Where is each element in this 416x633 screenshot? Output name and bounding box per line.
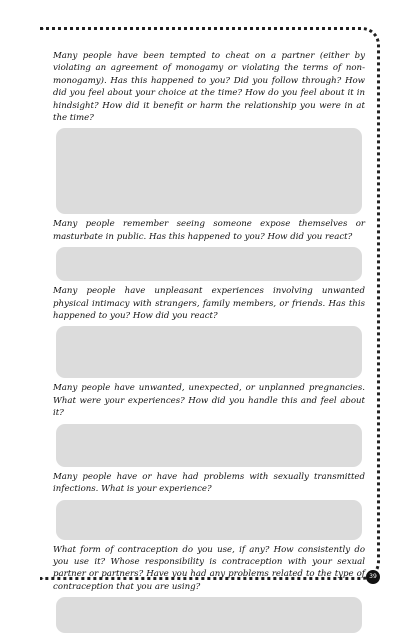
answer-box-cheating[interactable] <box>56 128 362 214</box>
answer-box-exposure[interactable] <box>56 247 362 281</box>
answer-box-sti[interactable] <box>56 500 362 540</box>
worksheet <box>53 50 365 633</box>
question-sti: Many people have or have had problems with sexually transmitted infections. What is your experience? <box>53 471 365 495</box>
answer-box-unwanted-intimacy[interactable] <box>56 326 362 378</box>
page-number: 39 <box>366 570 380 584</box>
question-exposure: Many people remember seeing someone expose themselves or masturbate in public. Has this happened to you? How did you react? <box>53 219 365 242</box>
question-unwanted-intimacy: Many people have unpleasant experiences involving unwanted physical intimacy with strangers, family members, or friends. Has this happened to you? How did you react? <box>53 286 365 322</box>
question-contraception: What form of contraception do you use, if any? How consistently do you use it? Whose responsibility is contraception with your sexual partner or partners? Have you had any problems related to the type of contraception that you are using? <box>53 544 365 592</box>
question-pregnancies: Many people have unwanted, unexpected, or unplanned pregnancies. What were your experiences? How did you handle this and feel about it? <box>53 383 365 419</box>
answer-box-contraception[interactable] <box>56 597 362 633</box>
answer-box-pregnancies[interactable] <box>56 424 362 467</box>
question-cheating: Many people have been tempted to cheat on a partner (either by violating an agreement of monogamy or violating the terms of non-monogamy). Has this happened to you? Did you follow through? How did you feel about your choice at the time? How do you feel about it in hindsight? How did it benefit or harm the relationship you were in at the time? <box>53 51 365 124</box>
